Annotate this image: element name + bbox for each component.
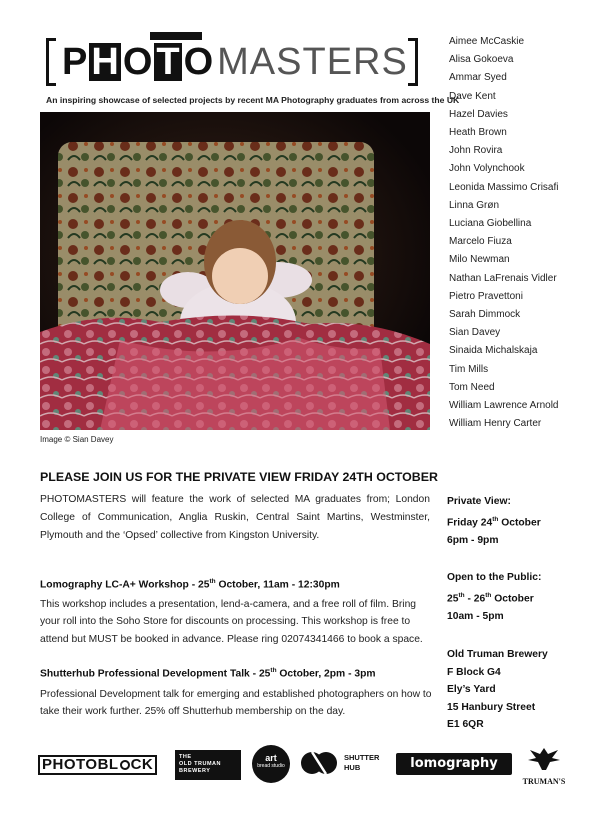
- logo-letter: P: [62, 41, 88, 83]
- tagline: An inspiring showcase of selected projects by recent MA Photography graduates from across the UK: [46, 95, 460, 105]
- list-item: Tim Mills: [449, 363, 489, 375]
- private-view-time: 6pm - 9pm: [447, 534, 499, 546]
- list-item: Linna Grøn: [449, 199, 500, 211]
- list-item: John Rovira: [449, 145, 503, 157]
- lomography-logo: lomography: [396, 753, 512, 775]
- shutterhub-wordmark: [344, 753, 379, 773]
- ordinal-suffix: th: [209, 578, 216, 585]
- shutterhub-text: SHUTTER: [344, 753, 380, 762]
- public-date-month: October: [491, 593, 534, 605]
- talk-title-text: Shutterhub Professional Development Talk - 25: [40, 668, 271, 680]
- logo-bracket-left: [46, 38, 56, 86]
- private-view-info: [447, 493, 541, 549]
- list-item: Sian Davey: [449, 327, 501, 339]
- photoblock-text-end: CK: [130, 756, 154, 773]
- private-view-date: [447, 511, 541, 532]
- list-item: Sinaida Michalskaja: [449, 345, 538, 357]
- logo-bracket-right: [408, 38, 418, 86]
- intro-paragraph: PHOTOMASTERS will feature the work of selected MA graduates from; London College of Communication, Anglia Ruskin, Central Saint Martins, Westminster, Plymouth and the ‘Opsed’ collective from Kingston University.: [40, 494, 430, 541]
- photomasters-logo: [46, 36, 418, 90]
- image-credit: Image © Sian Davey: [40, 435, 114, 444]
- public-date-end: - 26: [464, 593, 486, 605]
- list-item: Leonida Massimo Crisafi: [449, 181, 559, 193]
- art-logo-subtext: bread studio: [257, 763, 285, 769]
- old-truman-line: OLD TRUMAN: [179, 761, 221, 767]
- eagle-icon: [524, 744, 564, 772]
- photoblock-wordmark: [38, 755, 157, 775]
- logo-photo-letters: [60, 43, 215, 81]
- talk-title-time: October, 2pm - 3pm: [276, 668, 376, 680]
- shutterhub-logo: [300, 750, 379, 776]
- workshop-title-time: October, 11am - 12:30pm: [215, 579, 340, 591]
- public-date-start: 25: [447, 593, 459, 605]
- shutterhub-text: HUB: [344, 763, 361, 772]
- trumans-logo: [521, 744, 567, 786]
- public-opening-dates: [447, 587, 541, 608]
- list-item: Luciana Giobellina: [449, 218, 532, 230]
- photoblock-logo: [38, 755, 157, 775]
- graduate-names-list: [449, 33, 594, 433]
- old-truman-line: THE: [179, 754, 192, 760]
- private-view-day: Friday 24: [447, 517, 493, 529]
- ordinal-suffix: th: [492, 515, 499, 523]
- logo-masters-text: MASTERS: [217, 41, 408, 83]
- public-opening-label: Open to the Public:: [447, 572, 542, 583]
- logo-letter: O: [183, 41, 214, 83]
- photoblock-o-icon: [120, 760, 130, 770]
- talk-title: [40, 667, 376, 679]
- private-view-heading: PLEASE JOIN US FOR THE PRIVATE VIEW FRIDAY 24TH OCTOBER: [40, 470, 438, 484]
- venue-line: Ely’s Yard: [447, 684, 496, 696]
- private-view-label: Private View:: [447, 496, 511, 507]
- venue-line: Old Truman Brewery: [447, 649, 548, 660]
- old-truman-line: BREWERY: [179, 768, 211, 774]
- list-item: Milo Newman: [449, 254, 510, 266]
- list-item: Aimee McCaskie: [449, 36, 525, 47]
- talk-description: Professional Development talk for emerging and established photographers on how to take their work further. 25% off Shutterhub membership on the day.: [40, 689, 432, 718]
- list-item: Marcelo Fiuza: [449, 236, 512, 248]
- list-item: Nathan LaFrenais Vidler: [449, 272, 557, 284]
- list-item: Dave Kent: [449, 90, 496, 102]
- art-bread-studio-logo: [252, 745, 290, 783]
- logo-letter: T: [156, 41, 180, 83]
- logo-wordmark: [60, 40, 408, 84]
- list-item: Hazel Davies: [449, 108, 508, 120]
- featured-photograph: [40, 112, 430, 430]
- public-opening-time: 10am - 5pm: [447, 610, 504, 622]
- logo-letter: O: [122, 41, 153, 83]
- list-item: Tom Need: [449, 381, 495, 393]
- art-logo-text: art: [265, 753, 277, 763]
- list-item: John Volynchook: [449, 163, 525, 175]
- venue-line: E1 6QR: [447, 719, 484, 731]
- venue-line: F Block G4: [447, 666, 501, 678]
- list-item: William Henry Carter: [449, 418, 542, 430]
- list-item: Ammar Syed: [449, 72, 507, 84]
- workshop-description: This workshop includes a presentation, lend-a-camera, and a free roll of film. Bring your roll into the Soho Store for discounts on processing. This workshop is free to attend but MUST be booked in advance. Please ring 02074341466 to book a space.: [40, 599, 423, 645]
- public-opening-info: [447, 569, 541, 625]
- list-item: Sarah Dimmock: [449, 309, 521, 321]
- ordinal-suffix: th: [458, 591, 465, 599]
- old-truman-brewery-logo: [175, 750, 241, 780]
- logo-camera-bump: [150, 32, 202, 40]
- photograph-illustration: [40, 112, 430, 430]
- workshop-title-text: Lomography LC-A+ Workshop - 25: [40, 579, 210, 591]
- ordinal-suffix: th: [485, 591, 492, 599]
- list-item: Alisa Gokoeva: [449, 54, 514, 66]
- photoblock-text: PHOTOBL: [42, 756, 119, 773]
- logo-letter: H: [91, 41, 119, 83]
- trumans-text: TRUMAN'S: [522, 777, 566, 786]
- venue-line: 15 Hanbury Street: [447, 701, 536, 713]
- shutterhub-mark-icon: [300, 750, 338, 776]
- list-item: Heath Brown: [449, 127, 507, 139]
- venue-address: [447, 646, 548, 734]
- list-item: Pietro Pravettoni: [449, 290, 523, 302]
- workshop-title: [40, 578, 340, 590]
- list-item: William Lawrence Arnold: [449, 400, 559, 412]
- private-view-month: October: [498, 517, 541, 529]
- ordinal-suffix: th: [270, 667, 277, 674]
